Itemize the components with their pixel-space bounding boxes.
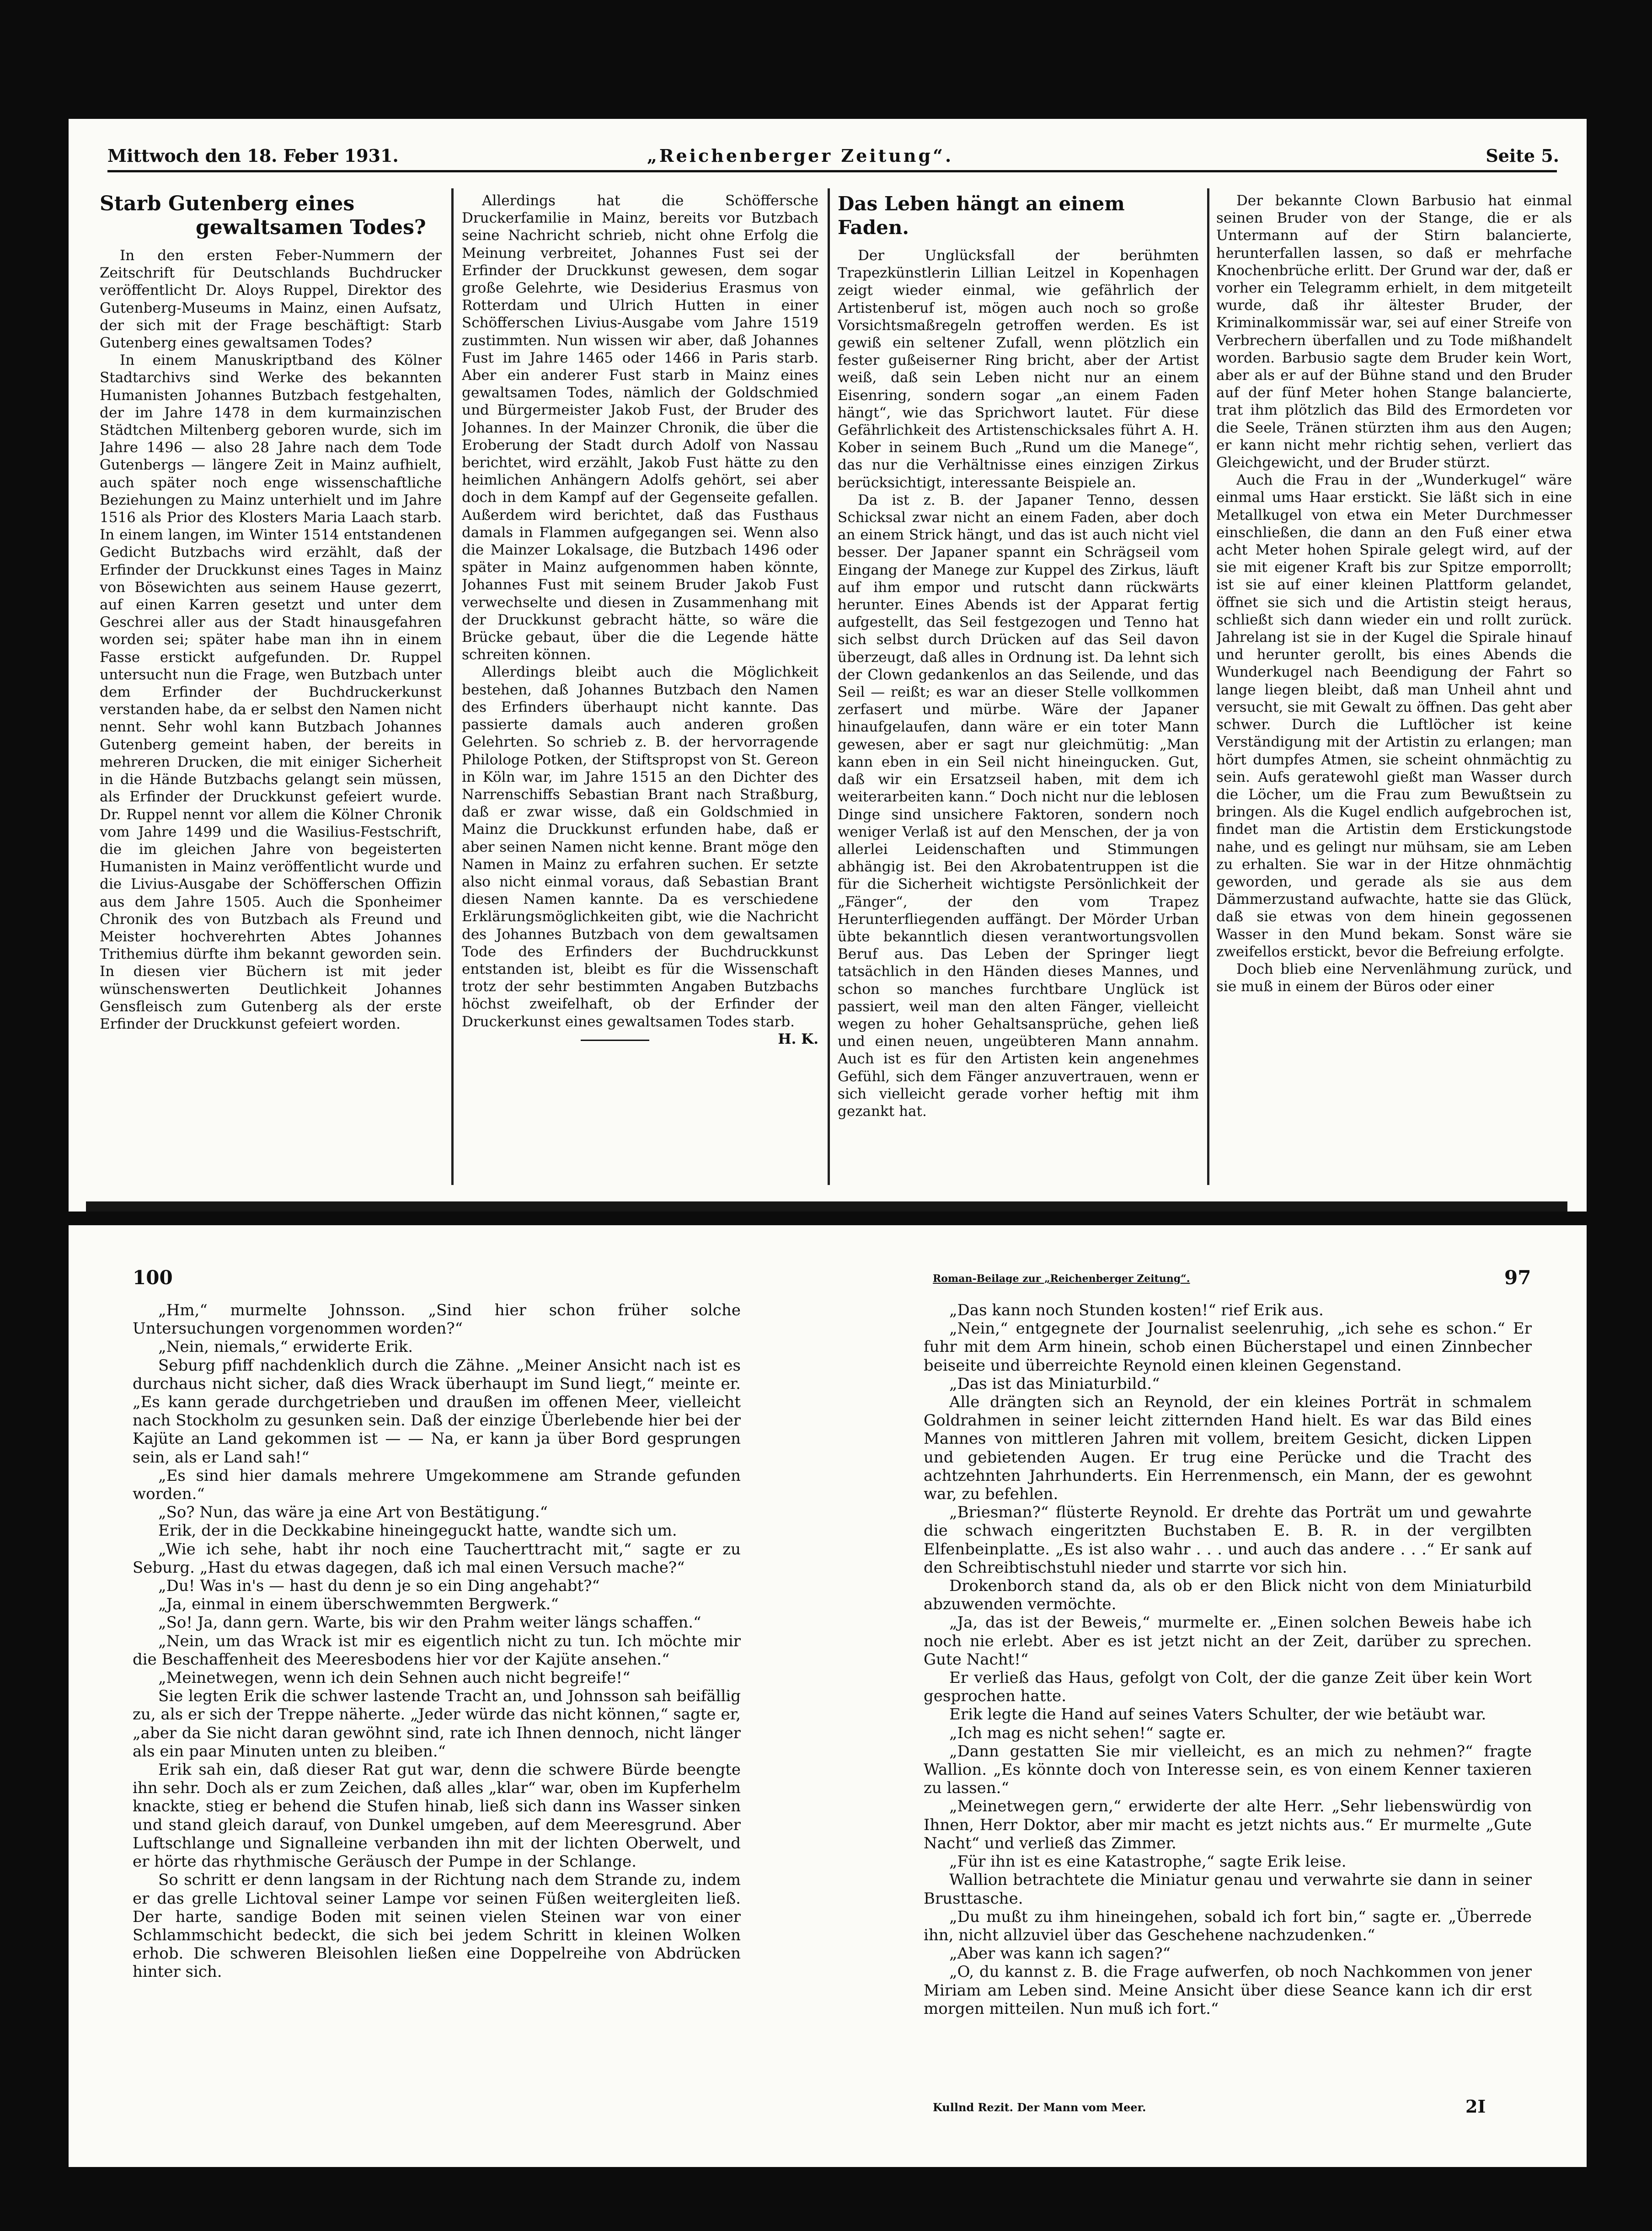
column-divider-3 xyxy=(1207,188,1209,1185)
paragraph: Wallion betrachtete die Miniatur genau und verwahrte sie dann in seiner Brusttasche. xyxy=(924,1871,1532,1908)
paragraph: „Du mußt zu ihm hineingehen, sobald ich fort bin,“ sagte er. „Überrede ihn, nicht allzuviel über das Geschehene nachzudenken.“ xyxy=(924,1907,1532,1944)
paragraph: „Ich mag es nicht sehen!“ sagte er. xyxy=(949,1724,1226,1742)
paragraph: „Nein,“ entgegnete der Journalist seelenruhig, „ich sehe es schon.“ Er fuhr mit dem Arm hinein, schob einen Bücherstapel und einen Zinnbecher beiseite und überreichte Reynold einen kleinen Gegenstand. xyxy=(924,1319,1532,1375)
signature-mark: 2I xyxy=(1465,2096,1486,2117)
section-gap xyxy=(69,1212,1587,1225)
paragraph: Drokenborch stand da, als ob er den Blick nicht von dem Miniaturbild abzuwenden vermöchte. xyxy=(924,1577,1532,1614)
section-separator xyxy=(86,1201,1567,1212)
article-gutenberg-col1 xyxy=(100,192,442,1193)
paragraph: Allerdings bleibt auch die Möglichkeit bestehen, daß Johannes Butzbach den Namen des Erfinders überhaupt nicht kannte. Das passierte damals auch anderen großen Gelehrten. So schrieb z. B. der hervorragende Philologe Potken, der Stiftspropst von St. Gereon in Köln war, im Jahre 1515 an den Dichter des Narrenschiffs Sebastian Brant nach Straßburg, daß er zwar wisse, daß ein Goldschmied in Mainz die Druckkunst erfunden habe, daß er aber seinen Namen nicht kenne. Brant möge den Namen in Mainz zu erfahren suchen. Er setzte also nicht einmal voraus, daß Sebastian Brant diesen Namen kannte. Da es verschiedene Erklärungsmöglichkeiten gibt, wie die Nachricht des Johannes Butzbach von dem gewaltsamen Tode des Erfinders der Buchdruckkunst entstanden ist, bleibt es für die Wissenschaft trotz der sehr bestimmten Angaben Butzbachs höchst zweifelhaft, ob der Erfinder der Druckerkunst eines gewaltsamen Todes starb. xyxy=(462,664,818,1030)
paragraph: „Briesman?“ flüsterte Reynold. Er drehte das Porträt um und gewahrte die schwach eingeritzten Buchstaben E. B. R. in der vergilbten Elfenbeinplatte. „Es ist also wahr . . . und auch das andere . . .“ Er sank auf den Schreibtischstuhl nieder und starrte vor sich hin. xyxy=(924,1503,1532,1577)
paragraph: Da ist z. B. der Japaner Tenno, dessen Schicksal zwar nicht an einem Faden, aber doch an einem Strick hängt, und das ist auch nicht viel besser. Der Japaner spannt ein Schrägseil vom Eingang der Manege zur Kuppel des Zirkus, läuft auf ihm empor und rutscht dann rückwärts herunter. Eines Abends ist der Apparat fertig aufgestellt, das Seil festgezogen und Tenno hat sich selbst durch Drücken auf das Seil davon überzeugt, daß alles in Ordnung ist. Da lehnt sich der Clown gedankenlos an das Seilende, und das Seil — reißt; es war an dieser Stelle vollkommen zerfasert und mürbe. Wäre der Japaner hinaufgelaufen, dann wäre er ein toter Mann gewesen, aber er sagt nur gleichmütig: „Man kann eben in ein Seil nicht hineingucken. Gut, daß wir ein Ersatzseil haben, mit dem ich weiterarbeiten kann.“ Doch nicht nur die leblosen Dinge sind unsichere Faktoren, sondern noch weniger Verlaß ist auf den Menschen, der ja von allerlei Leidenschaften und Stimmungen abhängig ist. Bei den Akrobatentruppen ist die für die Sicherheit wichtigste Persönlichkeit der „Fänger“, der den vom Trapez Herunterfliegenden auffängt. Der Mörder Urban übte bekanntlich diesen verantwortungsvollen Beruf aus. Das Leben der Springer liegt tatsächlich in den Händen dieses Mannes, und schon so manches furchtbare Unglück ist passiert, weil man den alten Fänger, vielleicht wegen zu hoher Gehaltsansprüche, gehen ließ und einen neuen, ungeübteren Mann annahm. Auch ist es für den Artisten kein angenehmes Gefühl, sich dem Fänger anzuvertrauen, wenn er sich vielleicht gerade vorher heftig mit ihm gezankt hat. xyxy=(838,491,1199,1120)
paragraph: „Dann gestatten Sie mir vielleicht, es an mich zu nehmen?“ fragte Wallion. „Es könnte doch von Interesse sein, es von einem Kenner taxieren zu lassen.“ xyxy=(924,1742,1532,1798)
header-date: Mittwoch den 18. Feber 1931. xyxy=(107,145,399,166)
paragraph: Der Unglücksfall der berühmten Trapezkünstlerin Lillian Leitzel in Kopenhagen zeigt wieder einmal, wie gefährlich der Artistenberuf ist, mögen auch noch so große Vorsichtsmaßregeln getroffen werden. Es ist gewiß ein seltener Zufall, wenn plötzlich ein fester gußeiserner Ring bricht, aber der Artist weiß, daß sein Leben nicht nur an einem Eisenring, sondern sogar „an einem Faden hängt“, wie das Sprichwort lautet. Für diese Gefährlichkeit des Artistenschicksales führt A. H. Kober in seinem Buch „Rund um die Manege“, das nur die Verhältnisse eines einzigen Zirkus berücksichtigt, interessante Beispiele an. xyxy=(838,247,1199,491)
paragraph: „Meinetwegen gern,“ erwiderte der alte Herr. „Sehr liebenswürdig von Ihnen, Herr Doktor, aber mir macht es jetzt nichts aus.“ Er murmelte „Gute Nacht“ und verließ das Zimmer. xyxy=(924,1797,1532,1852)
paragraph: „Das kann noch Stunden kosten!“ rief Erik aus. xyxy=(949,1301,1324,1319)
paragraph: „Ja, das ist der Beweis,“ murmelte er. „Einen solchen Beweis habe ich noch nie erlebt. Aber es ist jetzt nicht an der Zeit, darüber zu sprechen. Gute Nacht!“ xyxy=(924,1613,1532,1669)
paragraph: In einem Manuskriptband des Kölner Stadtarchivs sind Werke des bekannten Humanisten Johannes Butzbach festgehalten, der im Jahre 1478 in dem kurmainzischen Städtchen Miltenberg geboren wurde, sich im Jahre 1496 — also 28 Jahre nach dem Tode Gutenbergs — längere Zeit in Mainz aufhielt, auch später noch enge wissenschaftliche Beziehungen zu Mainz unterhielt und im Jahre 1516 als Prior des Klosters Maria Laach starb. In einem langen, im Winter 1514 entstandenen Gedicht Butzbachs wird erzählt, daß der Erfinder der Druckkunst eines Tages in Mainz von Bösewichten aus seinem Hause gezerrt, auf einen Karren gesetzt und unter dem Geschrei aller aus der Stadt hinausgefahren worden sei; später habe man ihn in einem Fasse erstickt aufgefunden. Dr. Ruppel untersucht nun die Frage, wen Butzbach unter dem Erfinder der Buchdruckerkunst verstanden habe, da er selbst den Namen nicht nennt. Sehr wohl kann Butzbach Johannes Gutenberg gemeint haben, der bereits in mehreren Drucken, die mit einiger Sicherheit in die Hände Butzbachs gelangt sein müssen, als Erfinder der Druckkunst gefeiert wurde. Dr. Ruppel nennt vor allem die Kölner Chronik vom Jahre 1499 und die Wasilius-Festschrift, die im gleichen Jahre von begeisterten Humanisten in Mainz veröffentlicht wurde und die Livius-Ausgabe der Schöfferschen Offizin aus dem Jahre 1505. Auch die Sponheimer Chronik des von Butzbach als Freund und Meister hochverehrten Abtes Johannes Trithemius dürfte ihm bekannt geworden sein. In diesen vier Büchern ist mit jeder wünschenswerten Deutlichkeit Johannes Gensfleisch zum Gutenberg als der erste Erfinder der Druckkunst gefeiert worden. xyxy=(100,352,442,1032)
article-gutenberg-title: Starb Gutenberg eines gewaltsamen Todes? xyxy=(100,192,426,239)
paragraph: „Für ihn ist es eine Katastrophe,“ sagte Erik leise. xyxy=(949,1852,1347,1871)
paragraph: „Nein, um das Wrack ist mir es eigentlich nicht zu tun. Ich möchte mir die Beschaffenheit des Meeresbodens hier vor der Kajüte ansehen.“ xyxy=(133,1632,741,1669)
paragraph: „Nein, niemals,“ erwiderte Erik. xyxy=(158,1338,413,1356)
paragraph: Er verließ das Haus, gefolgt von Colt, der die ganze Zeit über kein Wort gesprochen hatte. xyxy=(924,1669,1532,1706)
column-divider-2 xyxy=(828,188,830,1185)
paragraph: „Ja, einmal in einem überschwemmten Bergwerk.“ xyxy=(158,1595,559,1614)
newspaper-header xyxy=(107,145,1559,166)
paragraph: „So? Nun, das wäre ja eine Art von Bestätigung.“ xyxy=(158,1503,548,1522)
masthead: „Reichenberger Zeitung“. xyxy=(647,145,954,166)
paragraph: Doch blieb eine Nervenlähmung zurück, und sie muß in einem der Büros oder einer xyxy=(1216,961,1572,995)
paragraph: Der bekannte Clown Barbusio hat einmal seinen Bruder von der Stange, die er als Untermann auf der Stirn balancierte, herunterfallen lassen, so daß er mehrfache Knochenbrüche erlitt. Der Grund war der, daß er vorher ein Telegramm erhielt, in dem mitgeteilt wurde, daß ihr ältester Bruder, der Kriminalkommissär war, sei auf einer Streife von Verbrechern überfallen und zu Tode mißhandelt worden. Barbusio sagte dem Bruder kein Wort, aber als er auf der Bühne stand und den Bruder auf der fünf Meter hohen Stange balancierte, trat ihm plötzlich das Bild des Ermordeten vor die Seele, Tränen stürzten ihm aus den Augen; er kann nicht mehr richtig sehen, verliert das Gleichgewicht, und der Bruder stürzt. xyxy=(1216,192,1572,471)
paragraph: „O, du kannst z. B. die Frage aufwerfen, ob noch Nachkommen von jener Miriam am Leben sind. Meine Ansicht über diese Seance kann ich dir erst morgen mitteilen. Nun muß ich fort.“ xyxy=(924,1963,1532,2018)
paragraph: Erik, der in die Deckkabine hineingeguckt hatte, wandte sich um. xyxy=(158,1521,677,1540)
right-page-number: 97 xyxy=(1504,1266,1531,1289)
paragraph: „Das ist das Miniaturbild.“ xyxy=(949,1374,1160,1393)
header-rule xyxy=(107,170,1557,172)
paragraph: In den ersten Feber-Nummern der Zeitschrift für Deutschlands Buchdrucker veröffentlicht Dr. Aloys Ruppel, Direktor des Gutenberg-Museums in Mainz, einen Aufsatz, der sich mit der Frage beschäftigt: Starb Gutenberg eines gewaltsamen Todes? xyxy=(100,247,442,352)
paragraph: Erik legte die Hand auf seines Vaters Schulter, der wie betäubt war. xyxy=(949,1705,1486,1724)
header-page-number: Seite 5. xyxy=(1486,145,1559,166)
article-gutenberg-col2 xyxy=(462,192,818,1193)
paragraph: „Hm,“ murmelte Johnsson. „Sind hier schon früher solche Untersuchungen vorgenommen worden?“ xyxy=(133,1301,741,1338)
paragraph: Allerdings hat die Schöffersche Druckerfamilie in Mainz, bereits vor Butzbach seine Nachricht schrieb, nicht ohne Erfolg die Meinung verbreitet, Johannes Fust sei der Erfinder der Druckkunst gewesen, dem sogar große Gelehrte, wie Desiderius Erasmus von Rotterdam und Ulrich Hutten in einer Schöfferschen Livius-Ausgabe vom Jahre 1519 zustimmten. Nun wissen wir aber, daß Johannes Fust im Jahre 1465 oder 1466 in Paris starb. Aber ein anderer Fust starb in Mainz eines gewaltsamen Todes, nämlich der Goldschmied und Bürgermeister Jakob Fust, der Bruder des Johannes. In der Mainzer Chronik, die über die Eroberung der Stadt durch Adolf von Nassau berichtet, wird erzählt, Jakob Fust hätte zu den heimlichen Anhängern Adolfs gehört, sei aber doch in dem Kampf auf der Gegenseite gefallen. Außerdem wird berichtet, daß das Fusthaus damals in Flammen aufgegangen sei. Wenn also die Mainzer Lokalsage, die Butzbach 1496 oder später in Mainz aufgenommen haben könnte, Johannes Fust mit seinem Bruder Jakob Fust verwechselte und diesen in Zusammenhang mit der Druckkunst gebracht hätte, so wäre die Brücke gebaut, über die die Legende hätte schreiten können. xyxy=(462,192,818,663)
paragraph: Erik sah ein, daß dieser Rat gut war, denn die schwere Bürde beengte ihn sehr. Doch als er zum Zeichen, daß alles „klar“ war, oben im Kupferhelm knackte, stieg er behend die Stufen hinab, ließ sich dann ins Wasser sinken und stand gleich darauf, von Dunkel umgeben, auf dem Meeresgrund. Aber Luftschlange und Signalleine verbanden ihn mit der lichten Oberwelt, und er hörte das rhythmische Geräusch der Pumpe in der Schlange. xyxy=(133,1761,741,1871)
book-footer-line: Kullnd Rezit. Der Mann vom Meer. xyxy=(933,2101,1146,2114)
paragraph: „Aber was kann ich sagen?“ xyxy=(949,1944,1171,1963)
paragraph: Auch die Frau in der „Wunderkugel“ wäre einmal ums Haar erstickt. Sie läßt sich in eine Metallkugel von etwa ein Meter Durchmesser einschließen, die dann an den Fuß einer etwa acht Meter hohen Spirale gelegt wird, auf der sie mit eigener Kraft bis zur Spitze emporrollt; ist sie auf einer kleinen Plattform gelandet, öffnet sie sich und die Artistin steigt heraus, schließt sich dann wieder ein und rollt zurück. Jahrelang ist sie in der Kugel die Spirale hinauf und herunter gerollt, bis eines Abends die Wunderkugel nach Beendigung der Fahrt so lange liegen bleibt, daß man Unheil ahnt und versucht, sie mit Gewalt zu öffnen. Das geht aber schwer. Durch die Luftlöcher ist keine Verständigung mit der Artistin zu erlangen; man hört dumpfes Atmen, sie scheint ohnmächtig zu sein. Aufs geratewohl gießt man Wasser durch die Löcher, um die Frau zum Bewußtsein zu bringen. Als die Kugel endlich aufgebrochen ist, findet man die Artistin dem Erstickungstode nahe, und es gelingt nur mühsam, sie am Leben zu erhalten. Sie war in der Hitze ohnmächtig geworden, und gerade als sie aus dem Dämmerzustand aufwachte, hatte sie das Glück, daß sie etwas von dem hinein gegossenen Wasser in den Mund bekam. Sonst wäre sie zweifellos erstickt, bevor die Befreiung erfolgte. xyxy=(1216,472,1572,960)
paragraph: „Meinetwegen, wenn ich dein Sehnen auch nicht begreife!“ xyxy=(158,1669,631,1687)
column-divider-1 xyxy=(451,188,454,1185)
paragraph: „Es sind hier damals mehrere Umgekommene am Strande gefunden worden.“ xyxy=(133,1466,741,1504)
paragraph: Sie legten Erik die schwer lastende Tracht an, und Johnsson sah beifällig zu, als er sich der Treppe näherte. „Jeder würde das nicht können,“ sagte er, „aber da Sie nicht daran gewöhnt sind, rate ich Ihnen dennoch, nicht länger als ein paar Minuten unten zu bleiben.“ xyxy=(133,1687,741,1761)
paragraph: Seburg pfiff nachdenklich durch die Zähne. „Meiner Ansicht nach ist es durchaus nicht sicher, daß dies Wrack überhaupt im Sund liegt,“ meinte er. „Es kann gerade durchgetrieben und draußen im offenen Meer, vielleicht nach Stockholm zu gesunken sein. Daß der einzige Überlebende hier bei der Kajüte an Land gekommen ist — — Na, er kann ja über Bord gesprungen sein, als er Land sah!“ xyxy=(133,1356,741,1467)
article-signature: H. K. xyxy=(462,1030,818,1048)
paragraph: „So! Ja, dann gern. Warte, bis wir den Prahm weiter längs schaffen.“ xyxy=(158,1613,701,1632)
left-page-number: 100 xyxy=(133,1266,173,1289)
paragraph: Alle drängten sich an Reynold, der ein kleines Porträt in schmalem Goldrahmen in seiner leicht zitternden Hand hielt. Es war das Bild eines Mannes von mittleren Jahren mit vollem, breitem Gesicht, dicken Lippen und gebietenden Augen. Er trug eine Perücke und die Tracht des achtzehnten Jahrhunderts. Ein Herrenmensch, ein Mann, der es gewohnt war, zu befehlen. xyxy=(924,1393,1532,1504)
book-page-left xyxy=(133,1301,741,2133)
paragraph: „Wie ich sehe, habt ihr noch eine Taucherttracht mit,“ sagte er zu Seburg. „Hast du etwas dagegen, daß ich mal einen Versuch mache?“ xyxy=(133,1540,741,1577)
article-faden-col1 xyxy=(838,192,1199,1193)
article-faden-title: Das Leben hängt an einem Faden. xyxy=(838,192,1125,239)
roman-beilage-note: Roman-Beilage zur „Reichenberger Zeitung“. xyxy=(933,1273,1190,1285)
book-page-right xyxy=(924,1301,1532,2078)
article-faden-col2 xyxy=(1216,192,1572,1193)
paragraph: So schritt er denn langsam in der Richtung nach dem Strande zu, indem er das grelle Lichtoval seiner Lampe vor seinen Füßen weitergleiten ließ. Der harte, sandige Boden mit seinen vielen Steinen war von einer Schlammschicht bedeckt, die sich bei jedem Schritt in kleinen Wolken erhob. Die schweren Bleisohlen ließen eine Doppelreihe von Abdrücken hinter sich. xyxy=(133,1871,741,1981)
paragraph: „Du! Was in's — hast du denn je so ein Ding angehabt?“ xyxy=(158,1577,600,1596)
